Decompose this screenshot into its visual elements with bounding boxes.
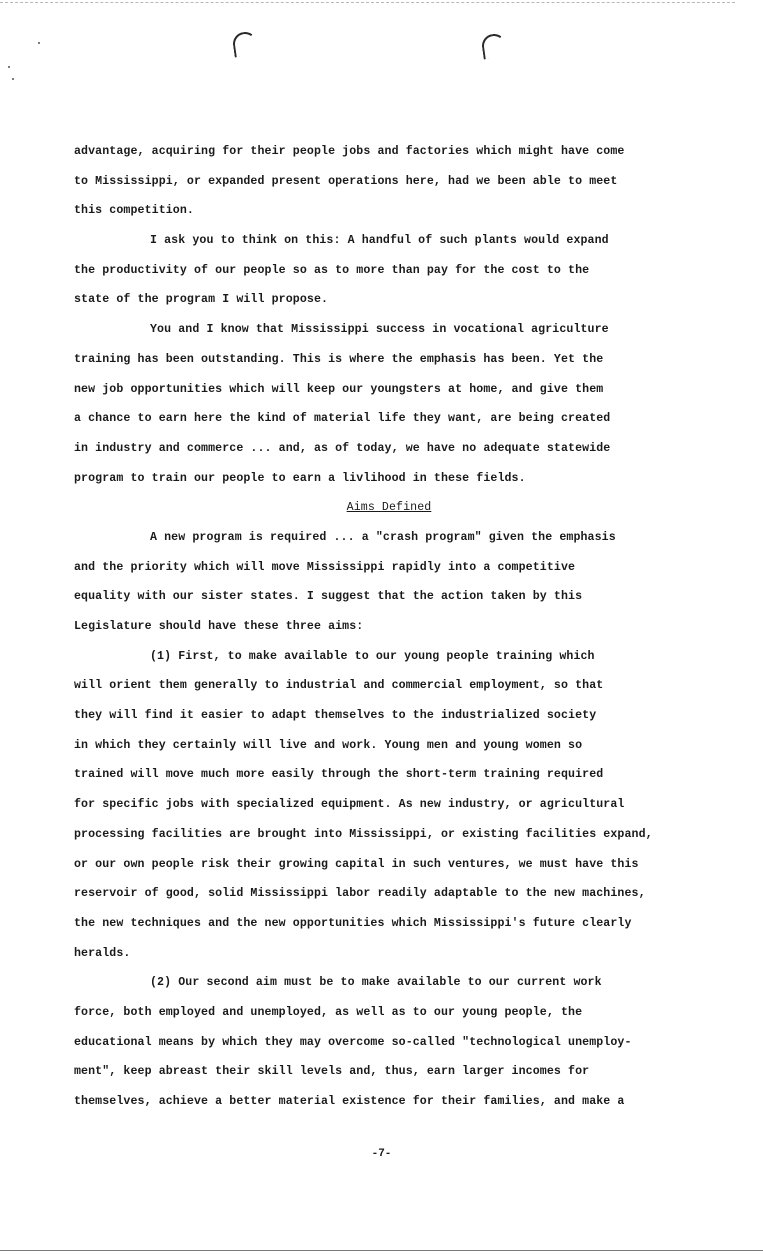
text-line: (2) Our second aim must be to make available to our current work (150, 976, 602, 990)
text-line: and the priority which will move Mississippi rapidly into a competitive (74, 560, 576, 574)
text-line: I ask you to think on this: A handful of such plants would expand (150, 234, 609, 248)
text-line: they will find it easier to adapt themselves to the industrialized society (74, 709, 597, 723)
text-line: advantage, acquiring for their people jobs and factories which might have come (74, 145, 625, 158)
text-line: to Mississippi, or expanded present operations here, had we been able to meet (74, 174, 618, 188)
text-line: ment", keep abreast their skill levels and, thus, earn larger incomes for (74, 1065, 590, 1079)
text-line: the productivity of our people so as to more than pay for the cost to the (74, 263, 590, 277)
scan-speck (12, 78, 14, 80)
text-line: or our own people risk their growing capital in such ventures, we must have this (74, 857, 639, 871)
text-line: a chance to earn here the kind of material life they want, are being created (74, 412, 611, 426)
text-line: program to train our people to earn a livlihood in these fields. (74, 471, 526, 485)
text-line: trained will move much more easily through the short-term training required (74, 768, 604, 782)
binder-punch-hole-left (231, 30, 258, 57)
text-line: heralds. (74, 946, 131, 960)
text-line: educational means by which they may overcome so-called "technological unemploy- (74, 1035, 632, 1049)
text-line: will orient them generally to industrial and commercial employment, so that (74, 679, 604, 693)
text-line: force, both employed and unemployed, as well as to our young people, the (74, 1005, 583, 1019)
text-line: A new program is required ... a "crash program" given the emphasis (150, 530, 616, 544)
text-line: state of the program I will propose. (74, 293, 329, 307)
page-number: -7- (371, 1148, 392, 1160)
text-line: equality with our sister states. I suggest that the action taken by this (74, 590, 583, 604)
text-line: (1) First, to make available to our young people training which (150, 649, 595, 663)
text-line: in which they certainly will live and work. Young men and young women so (74, 738, 583, 752)
text-line: in industry and commerce ... and, as of today, we have no adequate statewide (74, 441, 611, 455)
text-line: Legislature should have these three aims: (74, 620, 364, 633)
text-line: this competition. (74, 204, 194, 218)
section-heading: Aims Defined (346, 501, 432, 515)
scan-speck (38, 42, 40, 44)
top-dashed-rule (0, 2, 735, 3)
binder-punch-hole-right (480, 32, 507, 59)
text-line: for specific jobs with specialized equipment. As new industry, or agricultural (74, 798, 625, 812)
bottom-rule (0, 1250, 763, 1251)
document-body (74, 137, 704, 1117)
scan-speck (8, 66, 10, 68)
text-line: You and I know that Mississippi success in vocational agriculture (150, 323, 609, 337)
text-line: training has been outstanding. This is where the emphasis has been. Yet the (74, 352, 604, 366)
text-line: the new techniques and the new opportunities which Mississippi's future clearly (74, 916, 632, 930)
text-line: new job opportunities which will keep our youngsters at home, and give them (74, 382, 604, 396)
text-line: processing facilities are brought into Mississippi, or existing facilities expand, (74, 827, 653, 841)
text-line: themselves, achieve a better material existence for their families, and make a (74, 1095, 625, 1108)
text-line: reservoir of good, solid Mississippi labor readily adaptable to the new machines, (74, 887, 646, 901)
